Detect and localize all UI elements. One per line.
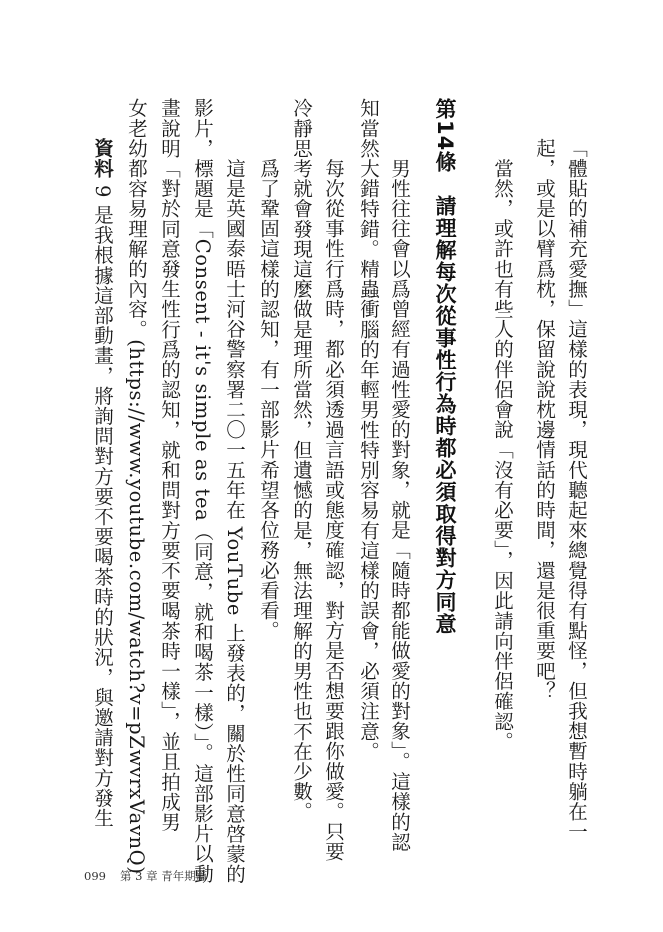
page-footer — [84, 868, 221, 884]
body-column-12: 女老幼都容易理解的內容。(https://www.youtube.com/watch?v=pZwvrxVavnQ) — [125, 98, 148, 875]
page-number: 099 — [84, 869, 106, 883]
section-number: 第14條 — [433, 98, 457, 174]
body-column-7: 冷靜思考就會發現這麼做是理所當然，但遺憾的是，無法理解的男性也不在少數。 — [290, 98, 313, 822]
body-column-8: 爲了鞏固這樣的認知，有一部影片希望各位務必看看。 — [257, 138, 280, 641]
section-title: 請理解每次從事性行為時都必須取得對方同意 — [433, 195, 457, 636]
chapter-label: 第 3 章 青年期篇 — [119, 869, 208, 883]
body-column-11: 畫說明「對於同意發生性行爲的認知，就和問對方要不要喝茶時一樣」，並且拍成男 — [158, 98, 181, 832]
body-column-10: 影片，標題是「Consent - it's simple as tea（同意，就和喝茶一樣）」。這部影片以動 — [191, 98, 214, 884]
data-label: 資料 — [91, 138, 114, 179]
body-column-13 — [88, 138, 116, 828]
body-column-9: 這是英國泰晤士河谷警察署二〇一五年在 YouTube 上發表的，關於性同意啓蒙的 — [223, 138, 246, 885]
data-label-text: 9 是我根據這部動畫，將詢問對方要不要喝茶時的狀況，與邀請對方發生 — [91, 178, 114, 828]
body-column-3: 當然，或許也有些人的伴侶會說「沒有必要」，因此請向伴侶確認。 — [491, 138, 514, 752]
body-column-4: 男性往往會以爲曾經有過性愛的對象，就是「隨時都能做愛的對象」。這樣的認 — [388, 138, 411, 852]
body-column-5: 知當然大錯特錯。精蟲衝腦的年輕男性特別容易有這樣的誤會，必須注意。 — [357, 98, 380, 762]
body-column-6: 每次從事性行爲時，都必須透過言語或態度確認，對方是否想要跟你做愛。只要 — [322, 138, 345, 862]
section-heading — [430, 98, 460, 635]
body-column-2: 起，或是以臂爲枕，保留說說枕邊情話的時間，還是很重要吧？ — [533, 138, 556, 701]
body-column-1: 「體貼的補充愛撫」這樣的表現，現代聽起來總覺得有點怪，但我想暫時躺在一 — [565, 138, 588, 842]
